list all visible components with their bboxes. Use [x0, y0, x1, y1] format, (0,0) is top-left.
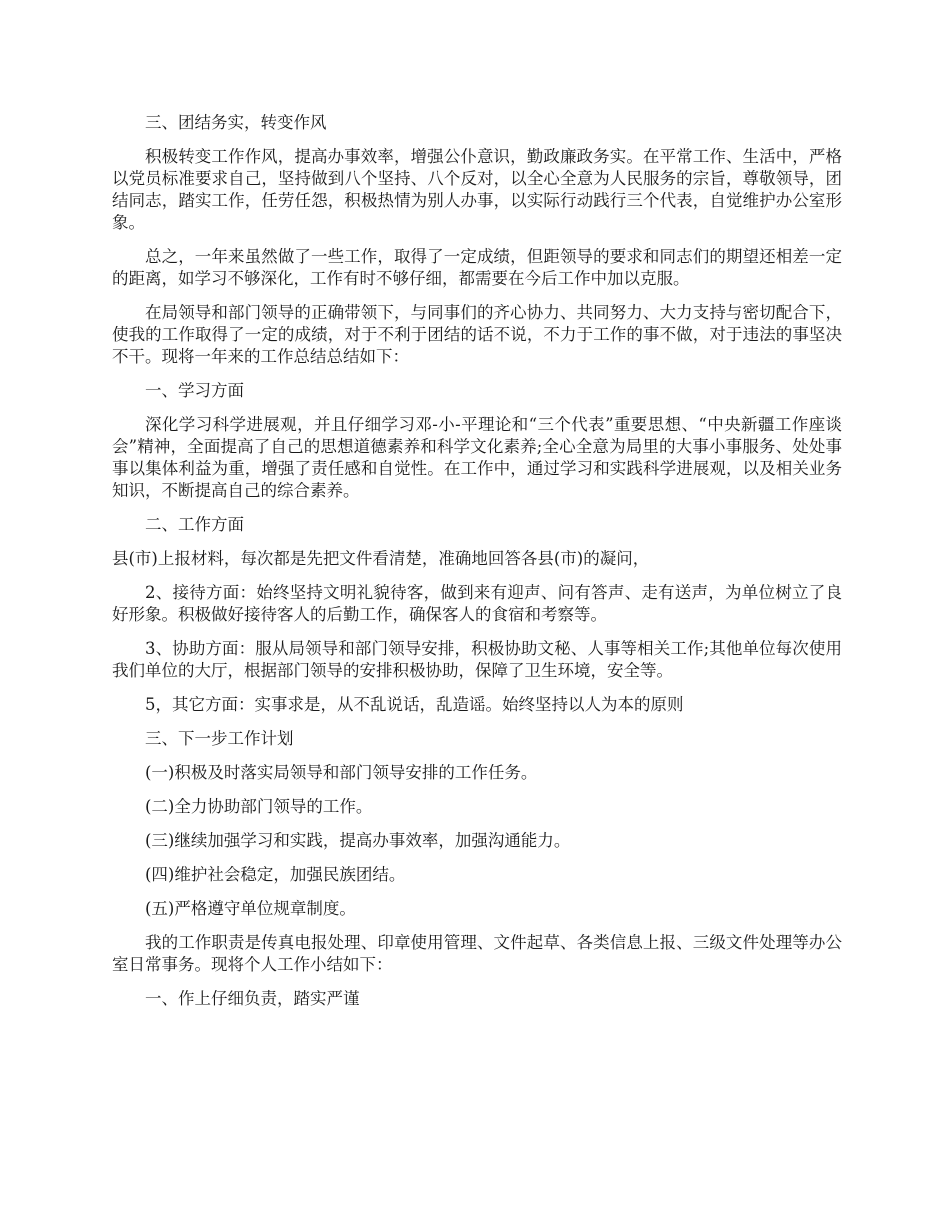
- plan-item-5: (五)严格遵守单位规章制度。: [145, 899, 356, 918]
- section-heading-study: 一、学习方面: [145, 381, 244, 400]
- section-heading-unity: 三、团结务实，转变作风: [145, 113, 327, 132]
- document-body: [112, 112, 842, 1022]
- paragraph-study: 深化学习科学进展观，并且仔细学习邓-小-平理论和“三个代表”重要思想、“中央新疆工作座谈会”精神，全面提高了自己的思想道德素养和科学文化素养;全心全意为局里的大事小事服务、处处事事以集体利益为重，增强了责任感和自觉性。在工作中，通过学习和实践科学进展观，以及相关业务知识，不断提高自己的综合素养。: [112, 415, 842, 500]
- paragraph-reception: 2、接待方面：始终坚持文明礼貌待客，做到来有迎声、问有答声、走有送声，为单位树立了良好形象。积极做好接待客人的后勤工作，确保客人的食宿和考察等。: [112, 583, 842, 624]
- plan-item-1: (一)积极及时落实局领导和部门领导安排的工作任务。: [145, 763, 538, 782]
- paragraph-intro: 在局领导和部门领导的正确带领下，与同事们的齐心协力、共同努力、大力支持与密切配合下，使我的工作取得了一定的成绩，对于不利于团结的话不说，不力于工作的事不做，对于违法的事坚决不干。现将一年来的工作总结总结如下：: [112, 303, 842, 366]
- paragraph-reports: 县(市)上报材料，每次都是先把文件看清楚，准确地回答各县(市)的凝问，: [112, 549, 650, 568]
- paragraph-work-style: 积极转变工作作风，提高办事效率，增强公仆意识，勤政廉政务实。在平常工作、生活中，严格以党员标准要求自己，坚持做到八个坚持、八个反对，以全心全意为人民服务的宗旨，尊敬领导，团结同志，踏实工作，任劳任怨，积极热情为别人办事，以实际行动践行三个代表，自觉维护办公室形象。: [112, 147, 842, 232]
- section-heading-plan: 三、下一步工作计划: [145, 729, 294, 748]
- paragraph-other: 5，其它方面：实事求是，从不乱说话，乱造谣。始终坚持以人为本的原则: [145, 695, 684, 714]
- section-heading-responsibility: 一、作上仔细负责，踏实严谨: [145, 989, 360, 1008]
- paragraph-assistance: 3、协助方面：服从局领导和部门领导安排，积极协助文秘、人事等相关工作;其他单位每次使用我们单位的大厅，根据部门领导的安排积极协助，保障了卫生环境，安全等。: [112, 639, 842, 680]
- plan-item-2: (二)全力协助部门领导的工作。: [145, 797, 373, 816]
- plan-item-3: (三)继续加强学习和实践，提高办事效率，加强沟通能力。: [145, 831, 571, 850]
- paragraph-duties: 我的工作职责是传真电报处理、印章使用管理、文件起草、各类信息上报、三级文件处理等办公室日常事务。现将个人工作小结如下：: [112, 933, 842, 974]
- section-heading-work: 二、工作方面: [145, 515, 244, 534]
- plan-item-4: (四)维护社会稳定，加强民族团结。: [145, 865, 406, 884]
- paragraph-summary: 总之，一年来虽然做了一些工作，取得了一定成绩，但距领导的要求和同志们的期望还相差一定的距离，如学习不够深化，工作有时不够仔细，都需要在今后工作中加以克服。: [112, 247, 842, 288]
